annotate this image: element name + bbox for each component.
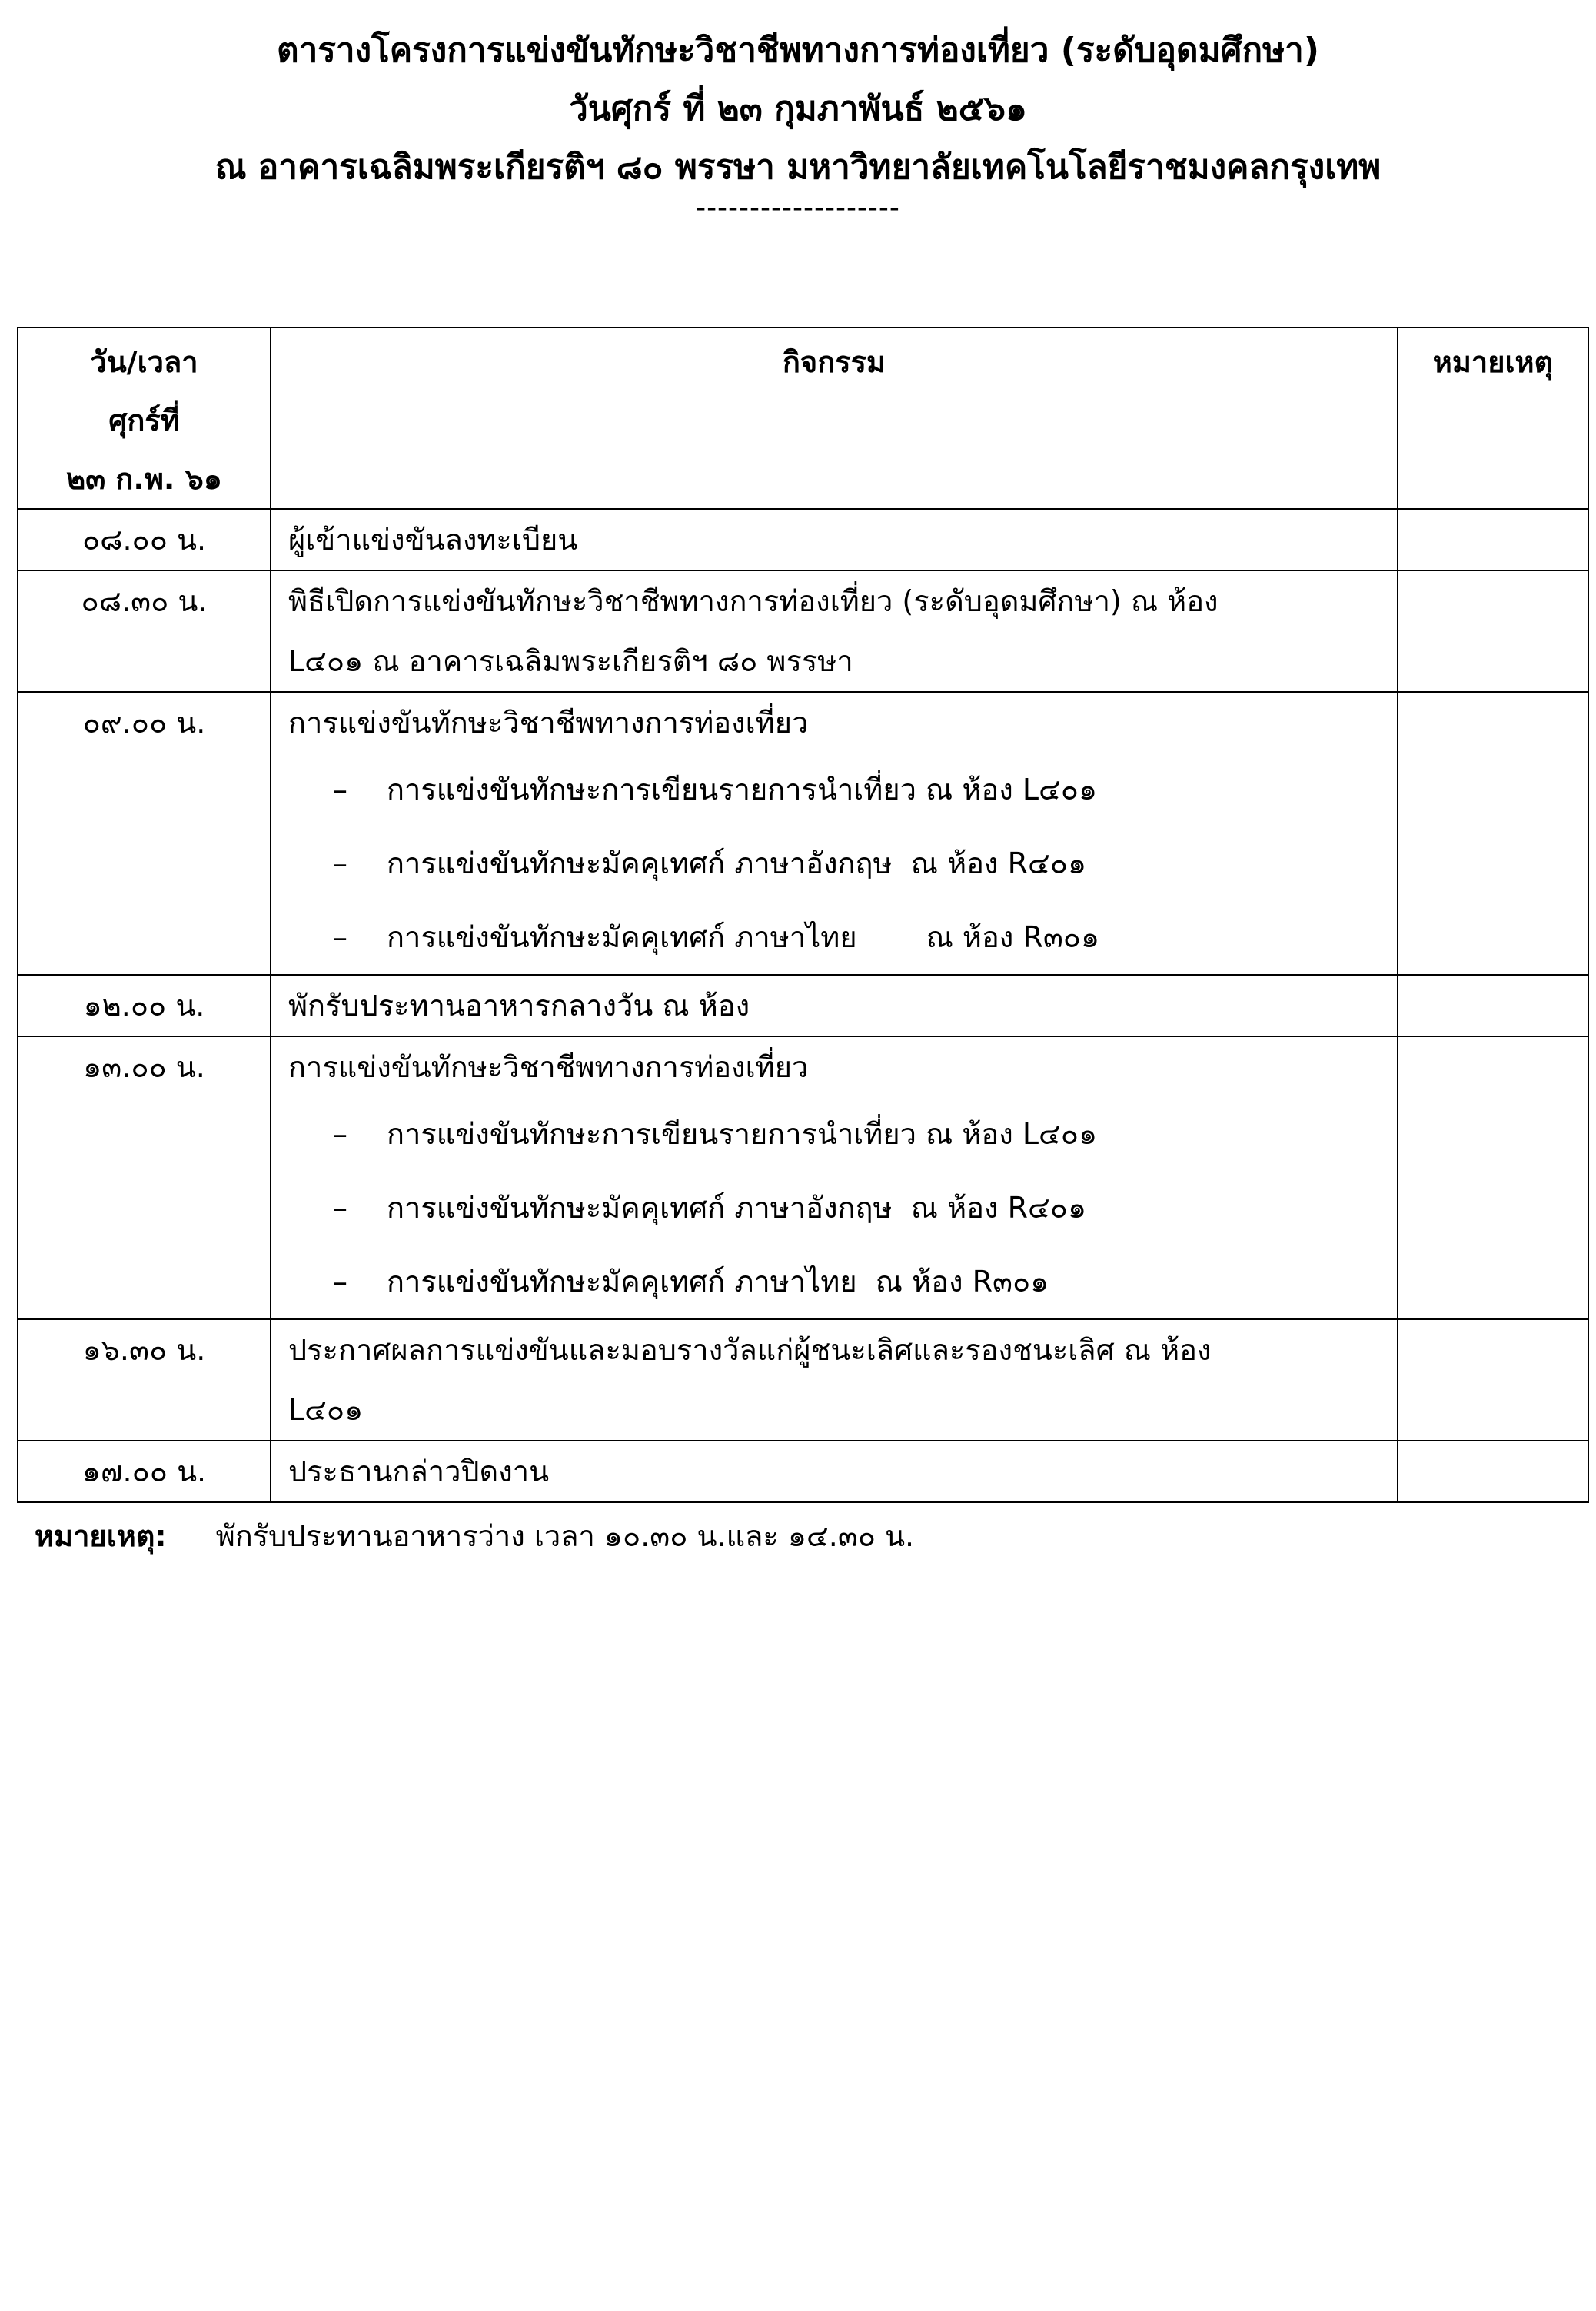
- list-item-text: การแข่งขันทักษะการเขียนรายการนำเที่ยว ณ ห้อง L๔๐๑: [387, 1117, 1098, 1151]
- time-cell: ๑๒.๐๐ น.: [18, 975, 271, 1036]
- dash-bullet: –: [333, 1191, 347, 1225]
- column-header-time: [18, 328, 271, 509]
- activity-cell: ผู้เข้าแข่งขันลงทะเบียน: [271, 509, 1398, 570]
- list-item-text: การแข่งขันทักษะมัคคุเทศก์ ภาษาอังกฤษ ณ ห้อง R๔๐๑: [387, 1191, 1087, 1225]
- activity-cell: ประธานกล่าวปิดงาน: [271, 1441, 1398, 1502]
- note-cell: [1398, 692, 1588, 975]
- time-cell: ๐๘.๓๐ น.: [18, 570, 271, 692]
- footer-note: [35, 1513, 914, 1559]
- time-cell: ๐๘.๐๐ น.: [18, 509, 271, 570]
- list-item-text: การแข่งขันทักษะการเขียนรายการนำเที่ยว ณ ห้อง L๔๐๑: [387, 773, 1098, 806]
- table-row: [18, 1319, 1588, 1441]
- table-row: [18, 1036, 1588, 1319]
- dash-bullet: –: [333, 846, 347, 880]
- schedule-table: [17, 327, 1589, 1503]
- activity-cell: [271, 692, 1398, 975]
- column-header-time-line: ๒๓ ก.พ. ๖๑: [66, 462, 222, 496]
- column-header-activity: กิจกรรม: [271, 328, 1398, 509]
- footer-note-label: หมายเหตุ:: [35, 1519, 167, 1553]
- note-cell: [1398, 1036, 1588, 1319]
- event-date: วันศุกร์ ที่ ๒๓ กุมภาพันธ์ ๒๕๖๑: [569, 89, 1027, 128]
- document-header: [0, 22, 1596, 224]
- activity-line: การแข่งขันทักษะวิชาชีพทางการท่องเที่ยว: [288, 706, 809, 740]
- activity-line: การแข่งขันทักษะวิชาชีพทางการท่องเที่ยว: [288, 1050, 809, 1084]
- list-item: [288, 1171, 1380, 1245]
- activity-line: ประกาศผลการแข่งขันและมอบรางวัลแก่ผู้ชนะเลิศและรองชนะเลิศ ณ ห้อง: [288, 1333, 1212, 1367]
- table-header-row: [18, 328, 1588, 509]
- document-title: ตารางโครงการแข่งขันทักษะวิชาชีพทางการท่องเที่ยว (ระดับอุดมศึกษา): [277, 31, 1319, 70]
- list-item: [288, 1097, 1380, 1171]
- list-item-text: การแข่งขันทักษะมัคคุเทศก์ ภาษาไทย ณ ห้อง R๓๐๑: [387, 1265, 1049, 1298]
- column-header-note: หมายเหตุ: [1398, 328, 1588, 509]
- table-row: [18, 509, 1588, 570]
- list-item-text: การแข่งขันทักษะมัคคุเทศก์ ภาษาไทย: [387, 920, 857, 954]
- list-item: [288, 900, 1380, 974]
- time-cell: ๑๓.๐๐ น.: [18, 1036, 271, 1319]
- table-row: [18, 1441, 1588, 1502]
- note-cell: [1398, 509, 1588, 570]
- activity-cell: [271, 1319, 1398, 1441]
- note-cell: [1398, 975, 1588, 1036]
- time-cell: ๐๙.๐๐ น.: [18, 692, 271, 975]
- activity-cell: พักรับประทานอาหารกลางวัน ณ ห้อง: [271, 975, 1398, 1036]
- activity-cell: [271, 570, 1398, 692]
- dash-bullet: –: [333, 1265, 347, 1298]
- note-cell: [1398, 1441, 1588, 1502]
- list-item: [288, 753, 1380, 826]
- footer-note-text: พักรับประทานอาหารว่าง เวลา ๑๐.๓๐ น.และ ๑๔.๓๐ น.: [215, 1519, 915, 1553]
- activity-line: L๔๐๑: [288, 1393, 364, 1427]
- note-cell: [1398, 570, 1588, 692]
- list-item-room: ณ ห้อง R๓๐๑: [926, 920, 1100, 954]
- note-cell: [1398, 1319, 1588, 1441]
- dash-bullet: –: [333, 773, 347, 806]
- table-row: [18, 975, 1588, 1036]
- list-item-text: การแข่งขันทักษะมัคคุเทศก์ ภาษาอังกฤษ ณ ห้อง R๔๐๑: [387, 846, 1087, 880]
- time-cell: ๑๗.๐๐ น.: [18, 1441, 271, 1502]
- table-row: [18, 570, 1588, 692]
- activity-line: พิธีเปิดการแข่งขันทักษะวิชาชีพทางการท่องเที่ยว (ระดับอุดมศึกษา) ณ ห้อง: [288, 584, 1219, 618]
- divider-rule: -------------------: [696, 192, 900, 224]
- column-header-time-line: วัน/เวลา: [90, 345, 198, 379]
- list-item: [288, 1245, 1380, 1318]
- activity-line: L๔๐๑ ณ อาคารเฉลิมพระเกียรติฯ ๘๐ พรรษา: [288, 644, 853, 678]
- activity-cell: [271, 1036, 1398, 1319]
- dash-bullet: –: [333, 1117, 347, 1151]
- dash-bullet: –: [333, 920, 347, 954]
- table-row: [18, 692, 1588, 975]
- list-item: [288, 826, 1380, 900]
- column-header-time-line: ศุกร์ที่: [108, 404, 180, 437]
- event-venue: ณ อาคารเฉลิมพระเกียรติฯ ๘๐ พรรษา มหาวิทยาลัยเทคโนโลยีราชมงคลกรุงเทพ: [214, 148, 1382, 187]
- time-cell: ๑๖.๓๐ น.: [18, 1319, 271, 1441]
